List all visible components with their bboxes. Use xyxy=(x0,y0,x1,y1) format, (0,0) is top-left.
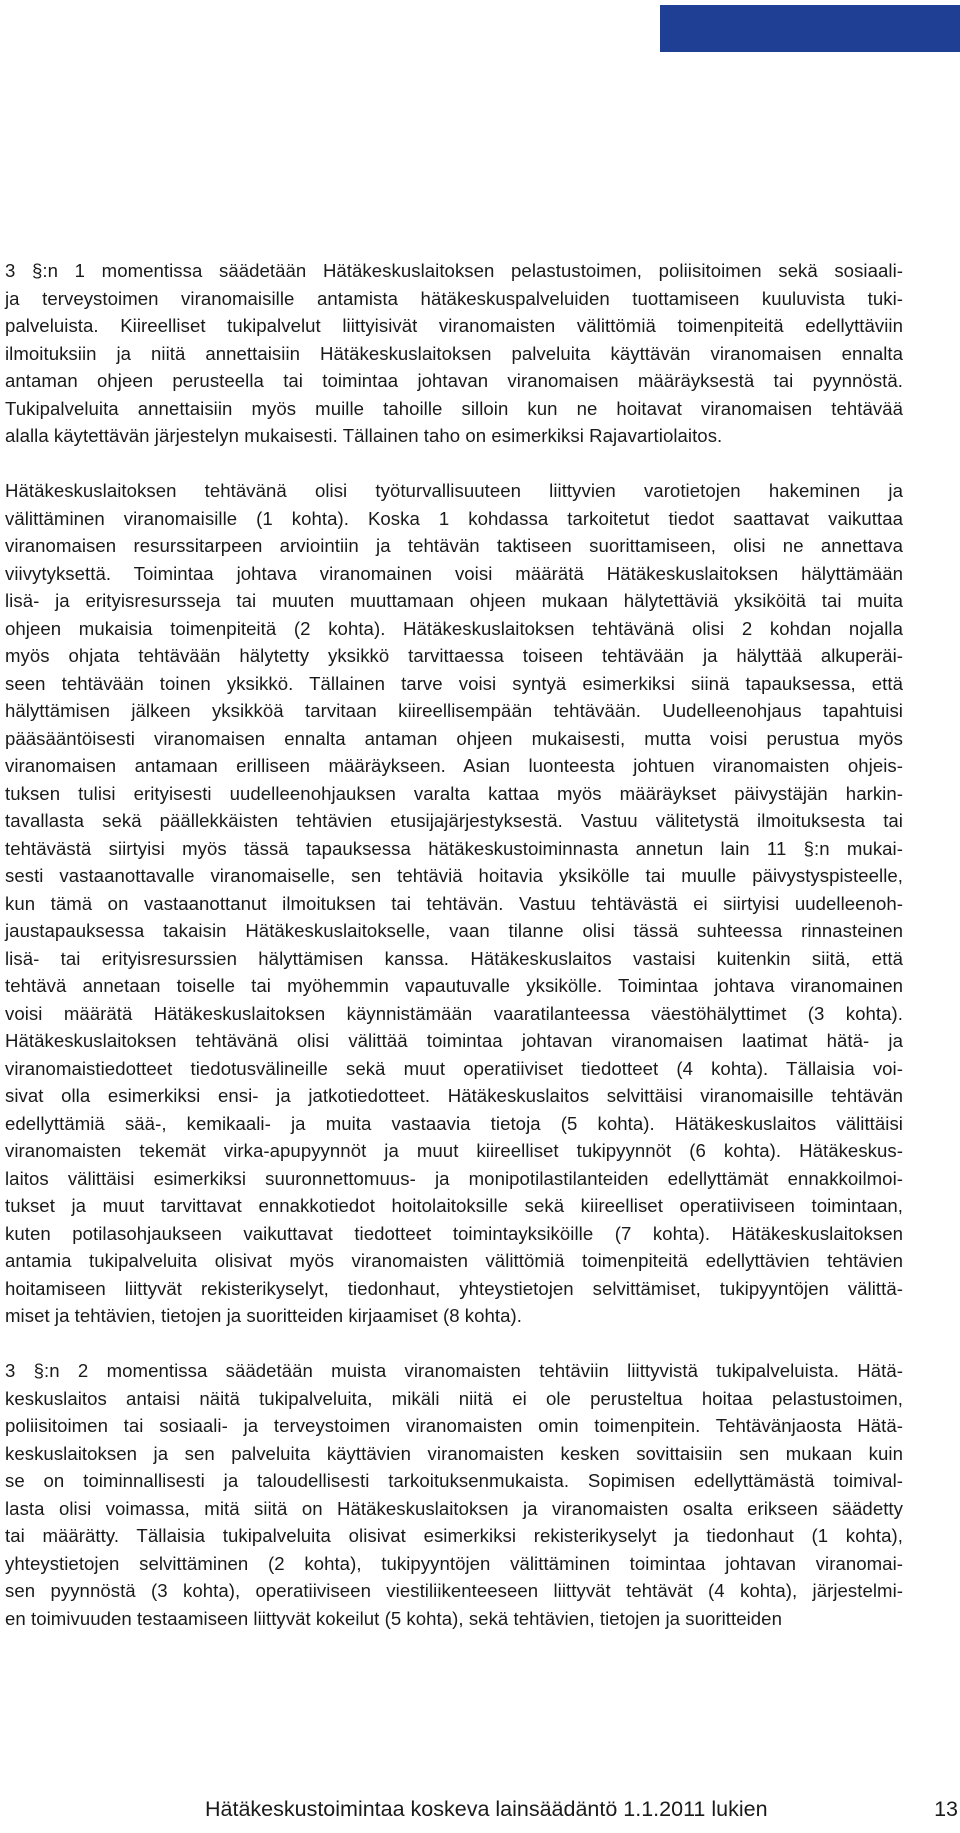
text-line: keskuslaitos antaisi näitä tukipalveluita, mikäli niitä ei ole perusteltua hoitaa pelastustoimen, xyxy=(5,1387,903,1409)
text-line: laitos välittäisi esimerkiksi suuronnettomuus- ja monipotilastilanteiden edellyttämät ennakkoilmoi- xyxy=(5,1167,903,1189)
header-accent-bar xyxy=(660,5,960,52)
text-line: 3 §:n 2 momentissa säädetään muista viranomaisten tehtäviin liittyvistä tukipalveluista. Hätä- xyxy=(5,1360,903,1381)
text-line: ilmoituksiin ja niitä annettaisiin Hätäkeskuslaitoksen palveluita käyttävän viranomaisen ennalta xyxy=(5,342,903,364)
text-line: palveluista. Kiireelliset tukipalvelut liittyisivät viranomaisten välittömiä toimenpiteitä edellyttäviin xyxy=(5,315,903,336)
text-line: Hätäkeskuslaitoksen tehtävänä olisi työturvallisuuteen liittyvien varotietojen hakeminen ja xyxy=(5,480,903,501)
text-line: 3 §:n 1 momentissa säädetään Hätäkeskuslaitoksen pelastustoimen, poliisitoimen sekä sosiaali- xyxy=(5,260,903,281)
text-line: antamia tukipalveluita olisivat myös viranomaisten välittömiä toimenpiteitä edellyttävien tehtävien xyxy=(5,1250,903,1271)
text-line: pääsääntöisesti viranomaisen ennalta antaman ohjeen mukaisesti, mutta voisi perustua myös xyxy=(5,727,903,749)
text-line: edellyttämiä sää-, kemikaali- ja muita vastaavia tietoja (5 kohta). Hätäkeskuslaitos välittäisi xyxy=(5,1112,903,1134)
text-line: Tukipalveluita annettaisiin myös muille tahoille silloin kun ne hoitavat viranomaisen tehtävää xyxy=(5,397,903,419)
text-line: alalla käytettävän järjestelyn mukaisesti. Tällainen taho on esimerkiksi Rajavartiolaitos. xyxy=(5,425,723,446)
text-line: poliisitoimen tai sosiaali- ja terveystoimen viranomaisten omin toimenpitein. Tehtävänjaosta Hätä- xyxy=(5,1415,903,1436)
page-footer xyxy=(0,1794,960,1824)
text-line: viranomaisen antamaan erilliseen määräykseen. Asian luonteesta johtuen viranomaisten ohjeis- xyxy=(5,755,903,776)
footer-title: Hätäkeskustoimintaa koskeva lainsäädäntö 1.1.2011 lukien xyxy=(205,1797,768,1821)
text-line: sivat olla esimerkiksi ensi- ja jatkotiedotteet. Hätäkeskuslaitos selvittäisi viranomaisille tehtävän xyxy=(5,1085,903,1106)
text-line: myös ohjata tehtävään hälytetty yksikkö tarvittaessa toiseen tehtävään ja hälyttää alkuperäi- xyxy=(5,645,903,666)
paragraph xyxy=(5,257,903,450)
text-line: Hätäkeskuslaitoksen tehtävänä olisi välittää toimintaa johtavan viranomaisen laatimat hätä- ja xyxy=(5,1030,903,1051)
text-line: viivytyksettä. Toimintaa johtava viranomainen voisi määrätä Hätäkeskuslaitoksen hälyttämään xyxy=(5,562,903,584)
page-number: 13 xyxy=(934,1797,958,1821)
text-line: jaustapauksessa takaisin Hätäkeskuslaitokselle, vaan tilanne olisi tässä suhteessa rinnasteinen xyxy=(5,920,903,941)
paragraph xyxy=(5,1357,903,1632)
text-line: viranomaisen resurssitarpeen arviointiin ja tehtävän taktiseen suorittamiseen, olisi ne annettava xyxy=(5,535,903,556)
text-line: antaman ohjeen perusteella tai toimintaa johtavan viranomaisen määräyksestä tai pyynnöstä. xyxy=(5,370,903,391)
text-line: välittäminen viranomaisille (1 kohta). Koska 1 kohdassa tarkoitetut tiedot saattavat vaikuttaa xyxy=(5,507,903,529)
paragraph xyxy=(5,477,903,1330)
text-line: tukset ja muut tarvittavat ennakkotiedot hoitolaitoksille sekä kiireelliset operatiiviseen toimintaan, xyxy=(5,1195,903,1216)
text-line: tehtävä annetaan toiselle tai myöhemmin vapautuvalle yksikölle. Toimintaa johtava viranomainen xyxy=(5,975,903,996)
text-line: yhteystietojen selvittäminen (2 kohta), tukipyyntöjen välittäminen toimintaa johtavan viranomai- xyxy=(5,1552,903,1574)
text-line: kun tämä on vastaanottanut ilmoituksen tai tehtävän. Vastuu tehtävästä ei siirtyisi uudelleenoh- xyxy=(5,892,903,914)
document-body xyxy=(5,257,903,1632)
text-line: seen tehtävään toinen yksikkö. Tällainen tarve voisi syntyä esimerkiksi siinä tapauksessa, että xyxy=(5,672,903,694)
text-line: lasta olisi voimassa, mitä siitä on Hätäkeskuslaitoksen ja viranomaisten osalta erikseen säädetty xyxy=(5,1497,903,1519)
text-line: miset ja tehtävien, tietojen ja suoritteiden kirjaamiset (8 kohta). xyxy=(5,1305,522,1326)
text-line: sen pyynnöstä (3 kohta), operatiiviseen viestiliikenteeseen liittyvät tehtävät (4 kohta), järjestelmi- xyxy=(5,1580,903,1601)
text-line: sesti vastaanottavalle viranomaiselle, sen tehtäviä hoitavia yksikölle tai muulle päivystyspisteelle, xyxy=(5,865,903,886)
text-line: hoitamiseen liittyvät rekisterikyselyt, tiedonhaut, yhteystietojen selvittämiset, tukipyyntöjen välittä- xyxy=(5,1277,903,1299)
text-line: lisä- ja erityisresursseja tai muuten muuttamaan ohjeen mukaan hälytettäviä yksiköitä tai muita xyxy=(5,590,903,611)
text-line: en toimivuuden testaamiseen liittyvät kokeilut (5 kohta), sekä tehtävien, tietojen ja suoritteiden xyxy=(5,1607,782,1629)
paragraph-gap xyxy=(5,450,903,478)
text-line: keskuslaitoksen ja sen palveluita käyttävien viranomaisten kesken sovittaisiin sen mukaan kuin xyxy=(5,1442,903,1464)
text-line: tuksen tulisi erityisesti uudelleenohjauksen varalta kattaa myös määräykset päivystäjän harkin- xyxy=(5,782,903,804)
paragraph-gap xyxy=(5,1330,903,1358)
text-line: tavallasta sekä päällekkäisten tehtävien etusijajärjestyksestä. Vastuu välitetystä ilmoituksesta tai xyxy=(5,810,903,831)
text-line: viranomaisten tekemät virka-apupyynnöt ja muut kiireelliset tukipyynnöt (6 kohta). Hätäkeskus- xyxy=(5,1140,903,1161)
text-line: se on toiminnallisesti ja taloudellisesti tarkoituksenmukaista. Sopimisen edellyttämästä toimival- xyxy=(5,1470,903,1491)
text-line: kuten potilasohjaukseen vaikuttavat tiedotteet toimintayksiköille (7 kohta). Hätäkeskuslaitoksen xyxy=(5,1222,903,1244)
text-line: ohjeen mukaisia toimenpiteitä (2 kohta). Hätäkeskuslaitoksen tehtävänä olisi 2 kohdan nojalla xyxy=(5,617,903,639)
text-line: lisä- tai erityisresurssien hälyttämisen kanssa. Hätäkeskuslaitos vastaisi kuitenkin siitä, että xyxy=(5,947,903,969)
text-line: tai määrätty. Tällaisia tukipalveluita olisivat esimerkiksi rekisterikyselyt ja tiedonhaut (1 kohta), xyxy=(5,1525,903,1546)
text-line: tehtävästä siirtyisi myös tässä tapauksessa hätäkeskustoiminnasta annetun lain 11 §:n mukai- xyxy=(5,837,903,859)
text-line: hälyttämisen jälkeen yksikköä tarvitaan kiireellisempään tehtävään. Uudelleenohjaus tapahtuisi xyxy=(5,700,903,721)
text-line: viranomaistiedotteet tiedotusvälineille sekä muut operatiiviset tiedotteet (4 kohta). Tällaisia voi- xyxy=(5,1057,903,1079)
text-line: voisi määrätä Hätäkeskuslaitoksen käynnistämään vaaratilanteessa väestöhälyttimet (3 kohta). xyxy=(5,1002,903,1024)
text-line: ja terveystoimen viranomaisille antamista hätäkeskuspalveluiden tuottamiseen kuuluvista tuki- xyxy=(5,287,903,309)
